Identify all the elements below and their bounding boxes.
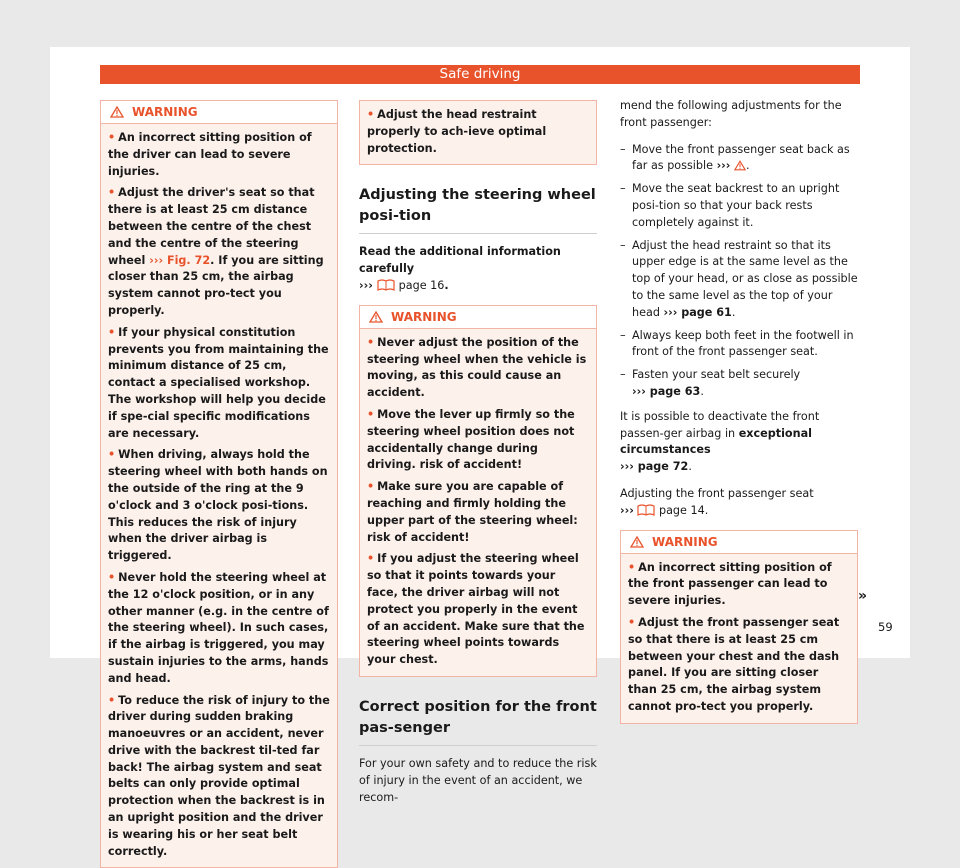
- section-title-passenger: Correct position for the front pas-senger: [359, 697, 597, 746]
- warning-label: WARNING: [391, 309, 457, 324]
- warning-triangle-icon: [369, 311, 383, 323]
- page-number: 59: [878, 620, 893, 634]
- warning-item: • An incorrect sitting position of the front passenger can lead to severe injuries.: [628, 560, 832, 608]
- column-1: [100, 100, 338, 868]
- page-link[interactable]: ››› page 61: [663, 305, 732, 319]
- figure-link[interactable]: ››› Fig. 72: [149, 253, 211, 267]
- page-link[interactable]: page 14: [658, 503, 705, 517]
- warning-item: • Adjust the front passenger seat so that there is at least 25 cm between your chest and the dash panel. If you are sitting closer than 25 cm, the airbag system cannot pro-tect you properly.: [628, 615, 840, 713]
- warning-item: • To reduce the risk of injury to the driver during sudden braking manoeuvres or an accident, never drive with the backrest til-ted far back! The airbag system and seat belts can only provide optimal protection when the backrest is in an upright position and the driver is wearing his or her seat belt correctly.: [108, 693, 330, 858]
- list-item: – Move the front passenger seat back as far as possible ››› .: [620, 142, 858, 176]
- warning-label: WARNING: [652, 534, 718, 549]
- warning-item: • If your physical constitution prevents you from maintaining the minimum distance of 25 cm, contact a specialised workshop. The workshop will help you decide if spe-cial specific modifications are necessary.: [108, 325, 329, 440]
- warning-item: • Adjust the driver's seat so that there is at least 25 cm distance between the centre of the chest and the centre of the steering wheel ››› Fig. 72. If you are sitting closer than 25 cm, the airbag system cannot pro-tect you properly.: [108, 186, 324, 317]
- list-item: – Adjust the head restraint so that its upper edge is at the same level as the top of your head, or as close as possible to the same level as the top of your head ››› page 61.: [620, 238, 858, 322]
- warning-triangle-icon: [630, 536, 644, 548]
- warning-item: • Never adjust the position of the steering wheel when the vehicle is moving, as this could cause an accident.: [367, 335, 587, 400]
- warning-triangle-icon[interactable]: [734, 160, 746, 171]
- list-item: – Fasten your seat belt securely ››› page 63.: [620, 367, 858, 401]
- paragraph: Adjusting the front passenger seat ››› page 14.: [620, 486, 814, 517]
- read-info: Read the additional information carefully ››› page 16.: [359, 245, 561, 292]
- warning-item: • Adjust the head restraint properly to ach-ieve optimal protection.: [367, 108, 547, 155]
- column-3: [620, 98, 858, 724]
- warning-item: • An incorrect sitting position of the driver can lead to severe injuries.: [108, 131, 312, 178]
- warning-item: • If you adjust the steering wheel so that it points towards your face, the driver airbag will not protect you properly in the event of an accident. Make sure that the steering wheel points towards your chest.: [367, 552, 585, 667]
- page-link[interactable]: ››› page 72: [620, 460, 689, 474]
- paragraph: mend the following adjustments for the front passenger:: [620, 99, 842, 129]
- continue-marker: »: [858, 588, 868, 604]
- warning-header: [101, 101, 337, 124]
- warning-item: • Make sure you are capable of reaching and firmly holding the upper part of the steering wheel: risk of accident!: [367, 480, 578, 544]
- warning-header: [360, 306, 596, 329]
- warning-box: [359, 305, 597, 677]
- page-header: Safe driving: [100, 65, 860, 84]
- warning-header: [621, 531, 857, 554]
- page-link[interactable]: ››› page 63: [632, 384, 701, 398]
- book-reference-icon[interactable]: [637, 504, 655, 516]
- adjustment-list: [620, 142, 858, 401]
- warning-box: [100, 100, 338, 868]
- paragraph: It is possible to deactivate the front passen-ger airbag in exceptional circumstances ››› page 72.: [620, 409, 820, 474]
- column-2: [359, 100, 597, 816]
- warning-box-continued: [359, 100, 597, 165]
- warning-box: [620, 530, 858, 724]
- warning-triangle-icon: [110, 106, 124, 118]
- warning-item: • Move the lever up firmly so the steering wheel position does not accidentally change during driving. risk of accident!: [367, 407, 575, 472]
- warning-label: WARNING: [132, 105, 198, 119]
- warning-item: • Never hold the steering wheel at the 12 o'clock position, or in any other manner (e.g. in the centre of the steering wheel). In such cases, if the airbag is triggered, you may sustain injuries to the arms, hands and head.: [108, 570, 329, 685]
- warning-item: • When driving, always hold the steering wheel with both hands on the outside of the ring at the 9 o'clock and 3 o'clock posi-tions. This reduces the risk of injury when the driver airbag is triggered.: [108, 448, 328, 563]
- list-item: – Move the seat backrest to an upright posi-tion so that your back rests completely against it.: [620, 181, 858, 231]
- list-item: – Always keep both feet in the footwell in front of the front passenger seat.: [620, 328, 858, 362]
- book-reference-icon[interactable]: [377, 279, 395, 291]
- section-title-steering: Adjusting the steering wheel posi-tion: [359, 185, 597, 234]
- page-link[interactable]: page 16: [398, 278, 445, 292]
- paragraph: For your own safety and to reduce the risk of injury in the event of an accident, we recom-: [359, 756, 597, 804]
